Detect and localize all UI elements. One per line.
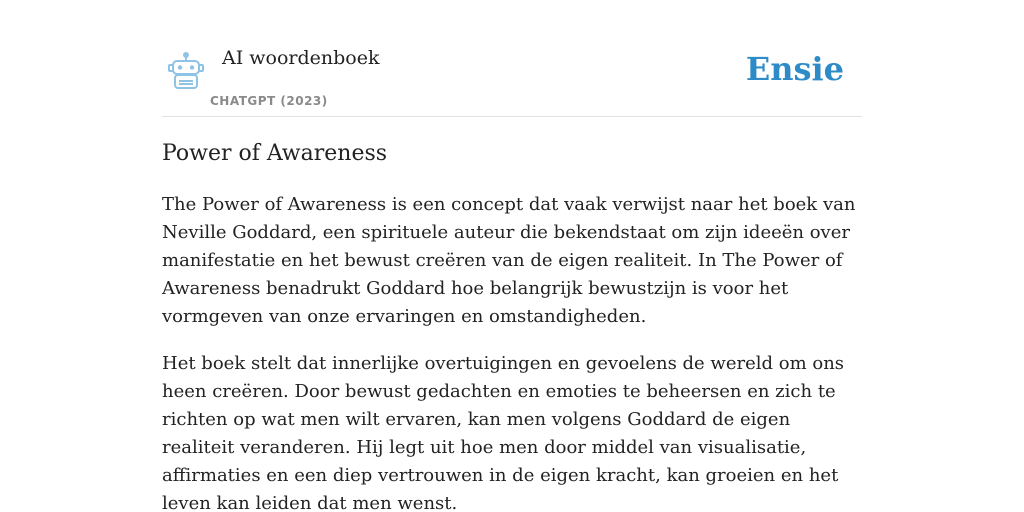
source-subtitle: CHATGPT (2023): [210, 94, 328, 108]
source-title[interactable]: AI woordenboek: [222, 47, 380, 69]
brand-logo[interactable]: Ensie: [745, 50, 844, 88]
page-title: Power of Awareness: [162, 141, 388, 166]
definition-paragraph: Het boek stelt dat innerlijke overtuigingen en gevoelens de wereld om ons heen creëren. Door bewust gedachten en emoties te beheersen en zich te richten op wat men wilt ervaren, kan men volgens Goddard de eigen realiteit veranderen. Hij legt uit hoe men door middel van visualisatie, affirmaties en een diep vertrouwen in de eigen kracht, kan groeien en het leven kan leiden dat men wenst.: [162, 353, 845, 512]
robot-icon: [166, 52, 206, 90]
source-header: [162, 0, 862, 117]
entry-content: [162, 138, 862, 512]
definition-paragraph: The Power of Awareness is een concept dat vaak verwijst naar het boek van Neville Goddard, een spirituele auteur die bekendstaat om zijn ideeën over manifestatie en het bewust creëren van de eigen realiteit. In The Power of Awareness benadrukt Goddard hoe belangrijk bewustzijn is voor het vormgeven van onze ervaringen en omstandigheden.: [162, 194, 856, 327]
